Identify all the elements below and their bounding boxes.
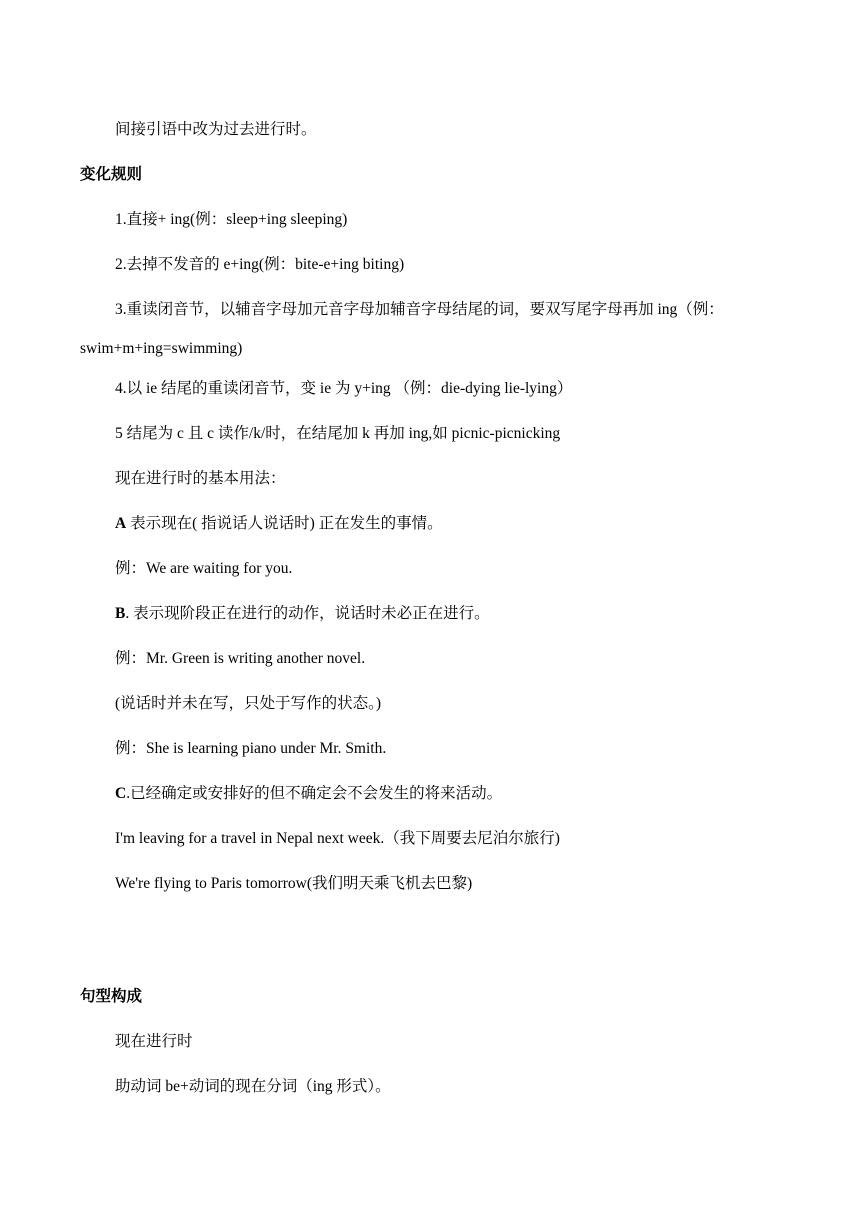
- intro-line: 间接引语中改为过去进行时。: [115, 121, 317, 138]
- usage-c-label: C: [115, 785, 127, 802]
- usage-c-text: .已经确定或安排好的但不确定会不会发生的将来活动。: [126, 785, 503, 802]
- heading-rules: 变化规则: [80, 166, 143, 183]
- structure-line-2: 助动词 be+动词的现在分词（ing 形式）。: [115, 1078, 391, 1095]
- rule-1: 1.直接+ ing(例：sleep+ing sleeping): [115, 211, 348, 228]
- rule-4: 4.以 ie 结尾的重读闭音节，变 ie 为 y+ing （例：die-dying lie-lying）: [115, 380, 573, 397]
- usage-c-example-2: We're flying to Paris tomorrow(我们明天乘飞机去巴黎): [115, 875, 473, 892]
- rule-5: 5 结尾为 c 且 c 读作/k/时，在结尾加 k 再加 ing,如 picnic-picnicking: [115, 425, 561, 442]
- heading-structure: 句型构成: [80, 988, 143, 1005]
- usage-a-text: 表示现在( 指说话人说话时) 正在发生的事情。: [126, 515, 443, 532]
- usage-title: 现在进行时的基本用法：: [115, 470, 286, 487]
- usage-b-note: (说话时并未在写，只处于写作的状态。): [115, 695, 382, 712]
- usage-b-text: . 表示现阶段正在进行的动作，说话时未必正在进行。: [125, 605, 490, 622]
- usage-a: [115, 514, 443, 534]
- usage-b-label: B: [115, 605, 126, 622]
- rule-2: 2.去掉不发音的 e+ing(例：bite-e+ing biting): [115, 256, 405, 273]
- usage-c-example-1: I'm leaving for a travel in Nepal next week.（我下周要去尼泊尔旅行): [115, 830, 560, 847]
- rule-3-line-1: 3.重读闭音节，以辅音字母加元音字母加辅音字母结尾的词，要双写尾字母再加 ing（例：: [115, 301, 724, 318]
- usage-b-example-1: 例：Mr. Green is writing another novel.: [115, 650, 366, 667]
- usage-a-label: A: [115, 515, 127, 532]
- usage-c: [115, 784, 502, 804]
- structure-line-1: 现在进行时: [115, 1033, 193, 1050]
- rule-3-line-2: swim+m+ing=swimming): [80, 340, 243, 357]
- usage-b: [115, 604, 490, 624]
- usage-b-example-2: 例：She is learning piano under Mr. Smith.: [115, 740, 387, 757]
- usage-a-example: 例：We are waiting for you.: [115, 560, 293, 577]
